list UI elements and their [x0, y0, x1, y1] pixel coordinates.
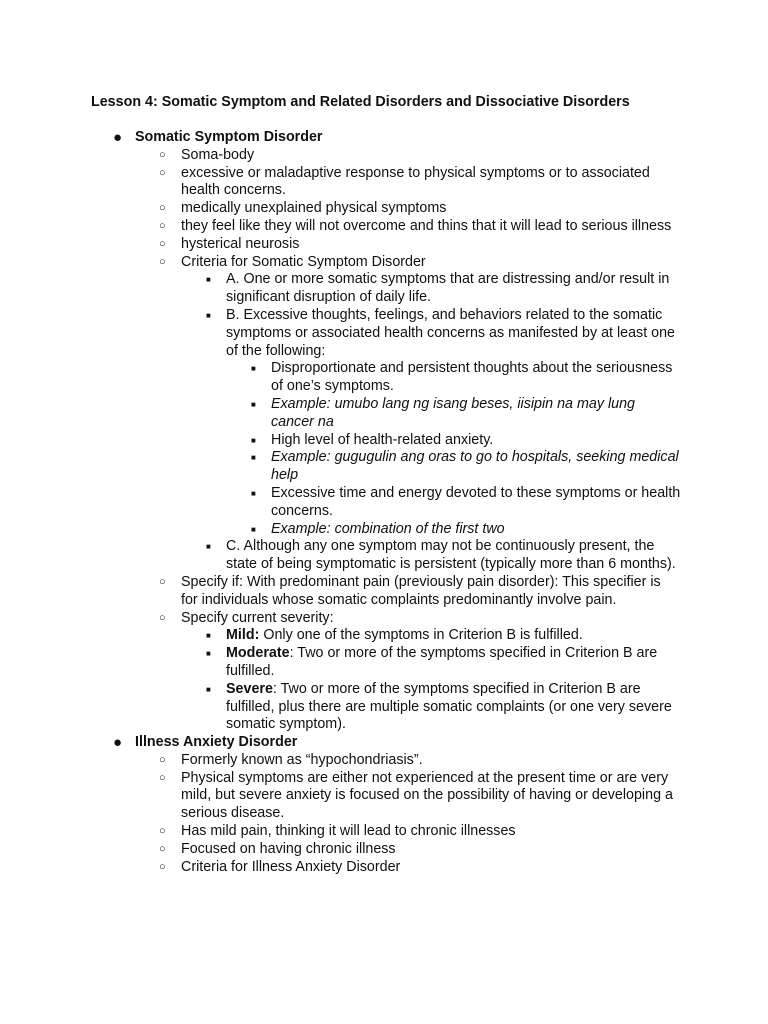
- item-text: : Two or more of the symptoms specified in Criterion B are fulfilled.: [226, 645, 658, 679]
- list-item: [0, 859, 681, 877]
- bullet-square: ■: [206, 542, 211, 552]
- bullet-square: ■: [251, 435, 256, 445]
- bullet-circle: ○: [159, 148, 166, 161]
- criterion-b-item: [0, 485, 681, 521]
- item-text: A. One or more somatic symptoms that are distressing and/or result in significant disruption of daily life.: [226, 271, 670, 306]
- section-heading: Somatic Symptom Disorder: [135, 129, 323, 145]
- severity-moderate: [0, 645, 681, 681]
- item-text: : Two or more of the symptoms specified in Criterion B are fulfilled, plus there are multiple somatic complaints (or one very severe somatic symptom).: [226, 680, 672, 733]
- criterion-b-item: [0, 432, 681, 450]
- list-item: [0, 254, 681, 272]
- item-text: hysterical neurosis: [181, 235, 300, 252]
- severity-label: Severe: [226, 680, 273, 697]
- item-text: Disproportionate and persistent thoughts about the seriousness of one’s symptoms.: [271, 360, 673, 395]
- bullet-square: ■: [206, 631, 211, 641]
- bullet-disc: ●: [113, 734, 123, 752]
- bullet-circle: ○: [159, 842, 166, 855]
- criterion-b-example: [0, 396, 681, 432]
- bullet-circle: ○: [159, 237, 166, 250]
- list-item: [0, 610, 681, 628]
- list-item: [0, 200, 681, 218]
- bullet-circle: ○: [159, 771, 166, 784]
- bullet-square: ■: [206, 649, 211, 659]
- bullet-circle: ○: [159, 219, 166, 232]
- bullet-circle: ○: [159, 825, 166, 838]
- item-text: Physical symptoms are either not experienced at the present time or are very mild, but severe anxiety is focused on the possibility of having or developing a serious disease.: [181, 769, 673, 822]
- list-item: [0, 147, 681, 165]
- bullet-square: ■: [251, 524, 256, 534]
- item-text: Example: combination of the first two: [271, 520, 505, 537]
- list-item: [0, 165, 681, 201]
- bullet-square: ■: [251, 399, 256, 409]
- item-text: medically unexplained physical symptoms: [181, 200, 447, 217]
- item-text: C. Although any one symptom may not be continuously present, the state of being symptomatic is persistent (typically more than 6 months).: [226, 538, 676, 573]
- list-item: [0, 574, 681, 610]
- item-text: Soma-body: [181, 146, 255, 163]
- criterion-c: [0, 538, 681, 574]
- item-text: High level of health-related anxiety.: [271, 431, 494, 448]
- criterion-b-example: [0, 449, 681, 485]
- criterion-b: [0, 307, 681, 360]
- item-text: they feel like they will not overcome and thins that it will lead to serious illness: [181, 217, 672, 234]
- bullet-square: ■: [206, 684, 211, 694]
- criterion-a: [0, 271, 681, 307]
- lesson-title: Lesson 4: Somatic Symptom and Related Disorders and Dissociative Disorders: [91, 94, 630, 110]
- severity-mild: [0, 627, 681, 645]
- bullet-circle: ○: [159, 753, 166, 766]
- item-text: Example: gugugulin ang oras to go to hospitals, seeking medical help: [271, 449, 679, 484]
- bullet-circle: ○: [159, 202, 166, 215]
- item-text: Specify current severity:: [181, 609, 334, 626]
- outline: [0, 129, 768, 876]
- item-text: Only one of the symptoms in Criterion B is fulfilled.: [259, 627, 583, 644]
- item-text: Formerly known as “hypochondriasis”.: [181, 751, 423, 768]
- section-somatic-symptom-disorder: [0, 129, 680, 147]
- bullet-square: ■: [251, 488, 256, 498]
- item-text: B. Excessive thoughts, feelings, and behaviors related to the somatic symptoms or associated health concerns as manifested by at least one of the following:: [226, 306, 675, 359]
- bullet-square: ■: [206, 310, 211, 320]
- bullet-disc: ●: [113, 129, 123, 146]
- list-item: [0, 752, 681, 770]
- criterion-b-item: [0, 360, 681, 396]
- bullet-square: ■: [251, 364, 256, 374]
- list-item: [0, 841, 681, 859]
- list-item: [0, 823, 681, 841]
- item-text: Criteria for Somatic Symptom Disorder: [181, 253, 426, 270]
- bullet-square: ■: [206, 275, 211, 285]
- severity-label: Moderate: [226, 645, 290, 662]
- item-text: Specify if: With predominant pain (previously pain disorder): This specifier is for individuals whose somatic complaints predominantly involve pain.: [181, 573, 661, 608]
- criterion-b-example: [0, 521, 681, 539]
- severity-label: Mild:: [226, 627, 260, 644]
- bullet-circle: ○: [159, 611, 166, 624]
- bullet-circle: ○: [159, 255, 166, 268]
- list-item: [0, 236, 681, 254]
- bullet-square: ■: [251, 453, 256, 463]
- item-text: excessive or maladaptive response to physical symptoms or to associated health concerns.: [181, 164, 650, 199]
- severity-severe: [0, 681, 681, 734]
- bullet-circle: ○: [159, 166, 166, 179]
- section-illness-anxiety-disorder: [0, 734, 680, 752]
- item-text: Criteria for Illness Anxiety Disorder: [181, 858, 401, 875]
- bullet-circle: ○: [159, 575, 166, 588]
- section-heading: Illness Anxiety Disorder: [135, 734, 298, 751]
- item-text: Has mild pain, thinking it will lead to chronic illnesses: [181, 823, 516, 840]
- item-text: Excessive time and energy devoted to these symptoms or health concerns.: [271, 484, 681, 519]
- list-item: [0, 770, 681, 823]
- list-item: [0, 218, 681, 236]
- item-text: Focused on having chronic illness: [181, 840, 396, 857]
- item-text: Example: umubo lang ng isang beses, iisipin na may lung cancer na: [271, 395, 635, 430]
- bullet-circle: ○: [159, 860, 166, 873]
